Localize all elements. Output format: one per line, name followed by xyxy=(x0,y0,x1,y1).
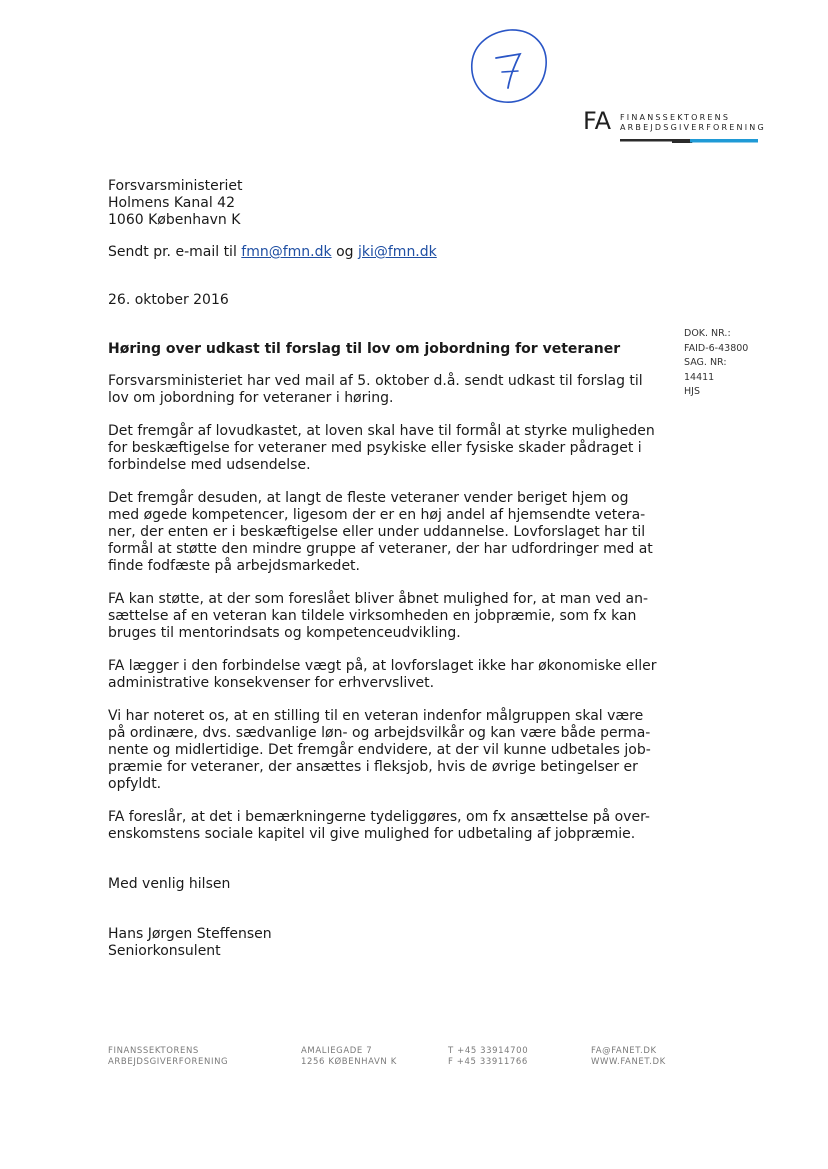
letter-date: 26. oktober 2016 xyxy=(108,292,229,308)
body-line: administrative konsekvenser for erhvervslivet. xyxy=(108,675,435,691)
body-line: finde fodfæste på arbejdsmarkedet. xyxy=(108,558,360,574)
logo-line-2: ARBEJDSGIVERFORENING xyxy=(620,123,766,132)
body-line: præmie for veteraner, der ansættes i fleksjob, hvis de øvrige betingelser er xyxy=(108,759,638,775)
sag-label: SAG. NR: xyxy=(684,357,727,368)
dok-label: DOK. NR.: xyxy=(684,328,731,339)
body-paragraph xyxy=(108,809,648,843)
email-link-jki[interactable]: jki@fmn.dk xyxy=(357,244,437,260)
recipient-street: Holmens Kanal 42 xyxy=(108,195,235,211)
body-line: for beskæftigelse for veteraner med psykiske eller fysiske skader pådraget i xyxy=(108,440,642,456)
email-link-fmn[interactable]: fmn@fmn.dk xyxy=(241,244,332,260)
recipient-name: Forsvarsministeriet xyxy=(108,178,243,194)
footer-org-line-2: ARBEJDSGIVERFORENING xyxy=(108,1057,229,1067)
footer-email[interactable]: FA@FANET.DK xyxy=(591,1046,657,1056)
body-line: bruges til mentorindsats og kompetenceudvikling. xyxy=(108,625,461,641)
body-line: sættelse af en veteran kan tildele virksomheden en jobpræmie, som fx kan xyxy=(108,608,637,624)
body-line: lov om jobordning for veteraner i høring. xyxy=(108,390,394,406)
signature-role: Seniorkonsulent xyxy=(108,943,221,959)
footer-address xyxy=(301,1046,397,1068)
logo-line-1: FINANSSEKTORENS xyxy=(620,113,731,122)
sent-joiner: og xyxy=(331,244,358,260)
body-line: med øgede kompetencer, ligesom der er en høj andel af hjemsendte vetera- xyxy=(108,507,646,523)
handwritten-number-stamp xyxy=(466,24,550,108)
recipient-city: 1060 København K xyxy=(108,212,241,228)
footer-web[interactable]: WWW.FANET.DK xyxy=(591,1057,666,1067)
body-line: Vi har noteret os, at en stilling til en veteran indenfor målgruppen skal være xyxy=(108,708,644,724)
dok-value: FAID-6-43800 xyxy=(684,342,749,354)
body-line: Forsvarsministeriet har ved mail af 5. oktober d.å. sendt udkast til forslag til xyxy=(108,373,643,389)
body-line: forbindelse med udsendelse. xyxy=(108,457,311,473)
letter-body xyxy=(108,373,657,859)
initials: HJS xyxy=(684,386,700,397)
footer-org xyxy=(108,1046,228,1068)
body-line: Det fremgår desuden, at langt de fleste veteraner vender beriget hjem og xyxy=(108,490,629,506)
footer-org-line-1: FINANSSEKTORENS xyxy=(108,1046,199,1056)
body-line: opfyldt. xyxy=(108,776,162,792)
sag-value: 14411 xyxy=(684,371,715,383)
body-line: nente og midlertidige. Det fremgår endvidere, at der vil kunne udbetales job- xyxy=(108,742,651,758)
logo-bars xyxy=(620,135,760,145)
body-line: på ordinære, dvs. sædvanlige løn- og arbejdsvilkår og kan være både perma- xyxy=(108,725,651,741)
body-line: FA kan støtte, at der som foreslået bliver åbnet mulighed for, at man ved an- xyxy=(108,591,649,607)
body-paragraph xyxy=(108,373,648,407)
body-paragraph xyxy=(108,423,655,474)
body-line: FA lægger i den forbindelse vægt på, at lovforslaget ikke har økonomiske eller xyxy=(108,658,657,674)
body-line: formål at støtte den mindre gruppe af veteraner, der har udfordringer med at xyxy=(108,541,653,557)
footer-address-line-1: AMALIEGADE 7 xyxy=(301,1046,373,1056)
document-meta xyxy=(684,327,748,400)
body-paragraph xyxy=(108,490,653,575)
signature-name: Hans Jørgen Steffensen xyxy=(108,926,272,942)
footer-address-line-2: 1256 KØBENHAVN K xyxy=(301,1057,397,1067)
footer-phone xyxy=(448,1046,528,1068)
signature xyxy=(108,926,272,960)
sent-prefix: Sendt pr. e-mail til xyxy=(108,244,242,260)
recipient-address xyxy=(108,178,243,229)
body-line: Det fremgår af lovudkastet, at loven skal have til formål at styrke muligheden xyxy=(108,423,655,439)
footer-fax-number: F +45 33911766 xyxy=(448,1057,528,1067)
sent-line xyxy=(108,244,437,261)
body-line: enskomstens sociale kapitel vil give mulighed for udbetaling af jobpræmie. xyxy=(108,826,636,842)
body-paragraph xyxy=(108,591,648,642)
footer-contact xyxy=(591,1046,666,1068)
body-line: ner, der enten er i beskæftigelse eller under uddannelse. Lovforslaget har til xyxy=(108,524,646,540)
body-paragraph xyxy=(108,708,651,793)
body-line: FA foreslår, at det i bemærkningerne tydeliggøres, om fx ansættelse på over- xyxy=(108,809,650,825)
logo-initials: FA xyxy=(583,107,612,135)
body-paragraph xyxy=(108,658,657,692)
closing: Med venlig hilsen xyxy=(108,876,231,892)
letter-title: Høring over udkast til forslag til lov om jobordning for veteraner xyxy=(108,341,621,357)
footer-phone-number: T +45 33914700 xyxy=(448,1046,529,1056)
